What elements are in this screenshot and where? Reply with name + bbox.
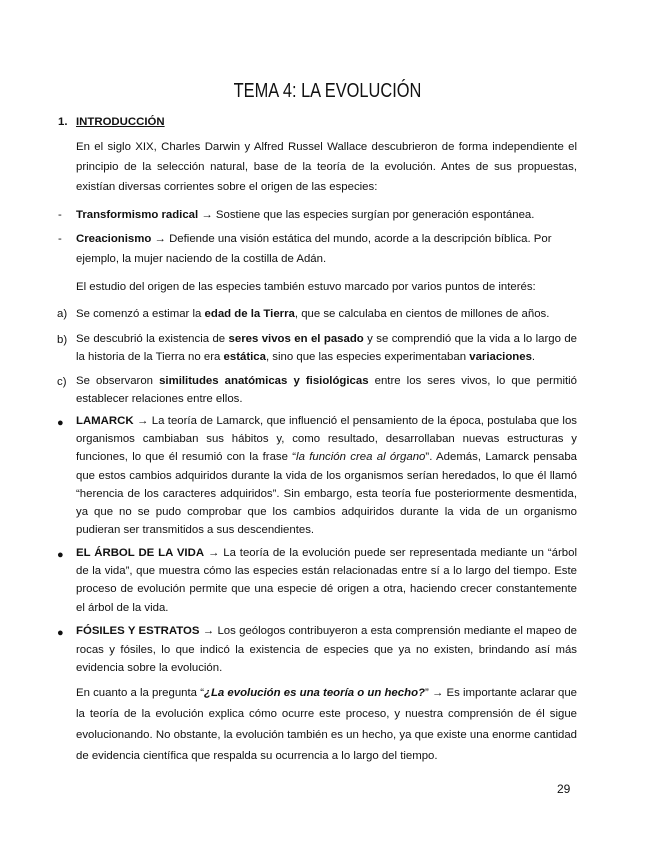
point-a-post: , que se calculaba en cientos de millones de años.	[294, 308, 550, 320]
point-marker-a: a)	[57, 308, 68, 320]
lamarck-text2: ”. Además, Lamarck pensaba que estos cambios adquiridos durante la vida de los organismos serían heredados, lo que él llamó “herencia de los caracteres adquiridos”. Sin embargo, esta teoría fue posteriormente desmentida, ya que no se pudo comprobar que los cambios adquiridos durante la vida de un organismo pudieran ser transmitidos a sus descendientes.	[76, 451, 578, 537]
point-b-mid2: , sino que las especies experimentaban	[265, 351, 470, 363]
list-marker: -	[58, 209, 62, 221]
list-item-transformismo	[76, 205, 577, 225]
lamarck-quote: la función crea al órgano	[296, 451, 426, 464]
page-title: TEMA 4: LA EVOLUCIÓN	[233, 80, 422, 102]
intro-paragraph: En el siglo XIX, Charles Darwin y Alfred Russel Wallace descubrieron de forma independiente el principio de la selección natural, base de la teoría de la evolución. Antes de sus propuestas, existían diversas corrientes sobre el origen de las especies:	[76, 141, 577, 193]
bullet-icon: ●	[57, 549, 64, 561]
text-creacionismo: → Defiende una visión estática del mundo, acorde a la descripción bíblica. Por ejemplo, la mujer naciendo de la costilla de Adán.	[76, 233, 552, 265]
term-transformismo: Transformismo radical	[76, 209, 199, 221]
point-b-mid: y se comprendió que la vida a lo largo de la historia de la Tierra no era	[76, 333, 578, 363]
list-marker: -	[58, 233, 62, 245]
study-intro-paragraph: El estudio del origen de las especies también estuvo marcado por varios puntos de interés:	[76, 281, 536, 293]
closing-post: ” → Es importante aclarar que la teoría de la evolución explica cómo ocurre este proceso, y nuestra comprensión de él sigue evolucionando. No obstante, la evolución también es un hecho, ya que existe una enorme cantidad de evidencia científica que respalda su ocurrencia a lo largo del tiempo.	[76, 687, 577, 762]
point-marker-b: b)	[57, 334, 68, 346]
list-item-creacionismo	[76, 229, 577, 269]
point-b-pre: Se descubrió la existencia de	[76, 333, 229, 345]
point-a-bold: edad de la Tierra	[204, 308, 295, 320]
term-creacionismo: Creacionismo	[76, 233, 152, 245]
point-c-bold: similitudes anatómicas y fisiológicas	[159, 375, 369, 387]
term-arbol: EL ÁRBOL DE LA VIDA	[76, 547, 205, 559]
closing-pre: En cuanto a la pregunta “	[76, 687, 204, 699]
point-a-pre: Se comenzó a estimar la	[76, 308, 205, 320]
term-lamarck: LAMARCK	[76, 415, 134, 427]
point-b	[76, 330, 577, 366]
point-c-post: entre los seres vivos, lo que permitió establecer relaciones entre ellos.	[76, 375, 578, 405]
point-c	[76, 372, 577, 408]
closing-paragraph	[76, 683, 577, 767]
point-b-bold: seres vivos en el pasado	[228, 333, 364, 345]
text-transformismo: → Sostiene que las especies surgían por generación espontánea.	[198, 209, 535, 221]
point-a	[76, 304, 577, 324]
point-b-bold3: variaciones	[469, 351, 532, 363]
point-marker-c: c)	[57, 376, 67, 388]
section-heading: INTRODUCCIÓN	[76, 116, 165, 128]
point-b-bold2: estática	[223, 351, 266, 363]
bullet-icon: ●	[57, 627, 64, 639]
lamarck-paragraph	[76, 412, 577, 539]
lamarck-text1: → La teoría de Lamarck, que influenció el pensamiento de la época, postulaba que los organismos cambiaban sus hábitos y, como resultado, desarrollaban nuevas estructuras y funciones, lo que él resumió con la frase “	[76, 415, 577, 464]
fosiles-paragraph	[76, 622, 577, 678]
point-b-post: .	[531, 351, 536, 363]
bullet-icon: ●	[57, 417, 64, 429]
arbol-paragraph	[76, 544, 577, 617]
closing-question: ¿La evolución es una teoría o un hecho?	[204, 687, 425, 699]
fosiles-text: → Los geólogos contribuyeron a esta comprensión mediante el mapeo de rocas y fósiles, lo que indicó la existencia de especies que ya no existen, brindando así más evidencia sobre la evolución.	[76, 625, 578, 674]
page-number: 29	[557, 782, 571, 796]
section-number: 1.	[58, 116, 68, 128]
term-fosiles: FÓSILES Y ESTRATOS	[76, 625, 200, 637]
arbol-text: → La teoría de la evolución puede ser representada mediante un “árbol de la vida”, que muestra cómo las especies están relacionadas entre sí a lo largo del tiempo. Este proceso de evolución permite que una especie dé origen a otra, haciendo crecer constantemente el árbol de la vida.	[76, 547, 577, 614]
point-c-pre: Se observaron	[76, 375, 160, 387]
